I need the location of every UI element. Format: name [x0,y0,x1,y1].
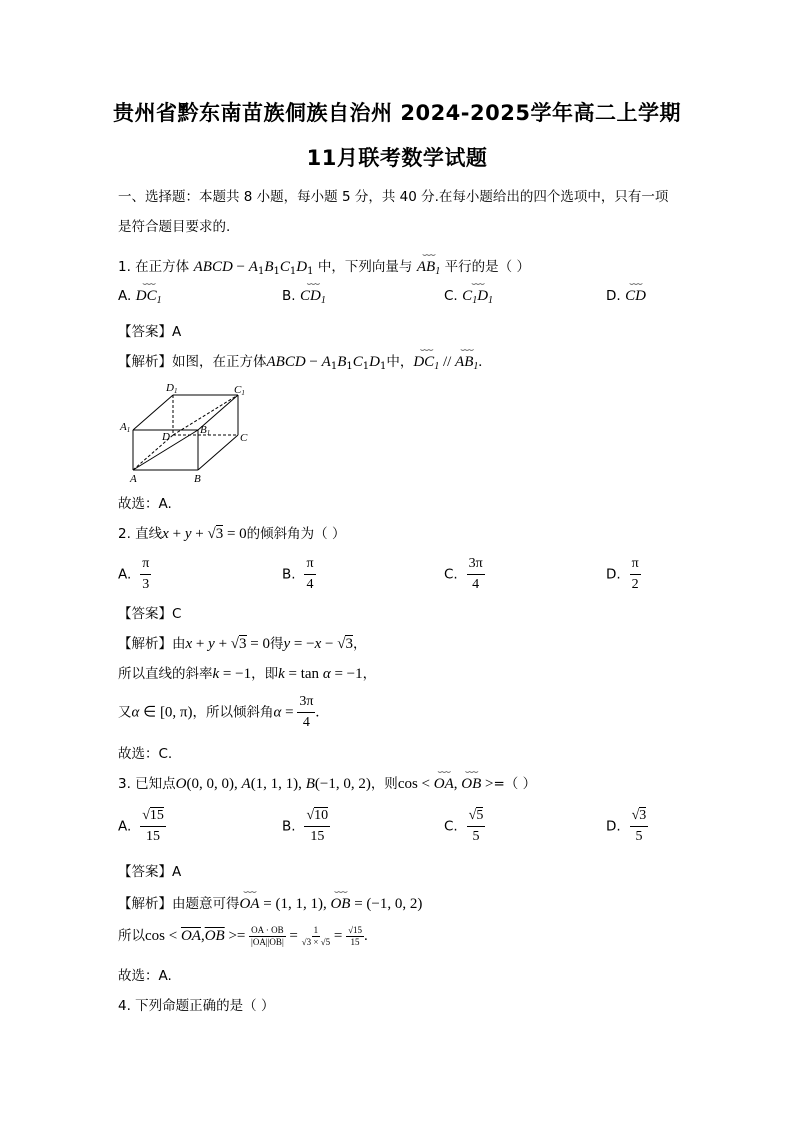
page-title-line2: 11月联考数学试题 [306,146,488,170]
q1-vector-ab1: ⌣⌣⌣ $AB_1$ [417,259,440,277]
q1-cube-name: ABCD [193,259,233,275]
q2-option-c: C. $\frac{3\pi}{4}$ [444,556,483,592]
q2-analysis-3: 又α ∈ [0, π)，所以倾斜角α = $\frac{3\pi}{4}$ . [118,694,320,730]
q1-option-c: C. ⌣⌣⌣ $C_1D_1$ [444,288,493,306]
svg-text:B: B [194,473,201,484]
svg-text:B1: B1 [200,424,211,437]
q2-analysis-1: 【解析】由x + y + √3 = 0得y = −x − √3， [118,636,367,652]
q2-answer: 【答案】C [118,606,182,622]
q2-option-b: B. $\frac{\pi}{4}$ [282,556,314,592]
cube-figure [116,378,256,484]
q3-analysis-1: 【解析】由题意可得⌣⌣⌣ OA = (1, 1, 1), ⌣⌣⌣ OB = (−1, 0, 2) [118,892,422,913]
question-2-stem: 2. 直线x + y + √3 = 0的倾斜角为（ ） [118,526,346,542]
q3-option-b: B. $\frac{√10}{15}$ [282,808,329,844]
q3-option-c: C. $\frac{√5}{5}$ [444,808,484,844]
q1-analysis: 【解析】如图，在正方体ABCD − $A_1B_1C_1D_1$中，⌣⌣⌣ $DC_1$ // ⌣⌣⌣ $AB_1$. [118,350,482,372]
question-4-stem: 4. 下列命题正确的是（ ） [118,998,275,1014]
svg-text:C1: C1 [234,384,245,397]
q3-option-a: A. $\frac{√15}{15}$ [118,808,164,844]
svg-text:A: A [130,473,137,484]
q2-analysis-2: 所以直线的斜率k = −1，即k = tan α = −1， [118,666,377,682]
q1-answer: 【答案】A [118,324,182,340]
q1-option-b: B. ⌣⌣⌣ $CD_1$ [282,288,326,306]
q1-option-d: D. ⌣⌣⌣ CD [606,288,646,305]
q3-analysis-2: 所以cos < OA,OB >= $\frac{OA \cdot OB}{|OA||OB|}$ = $\frac{1}{√3 \times √5}$ = $\frac{√15}{15}$ . [118,924,368,947]
question-3-stem: 3. 已知点O(0, 0, 0), A(1, 1, 1), B(−1, 0, 2)，则cos < ⌣⌣⌣ OA, ⌣⌣⌣ OB >=（ ） [118,772,536,793]
svg-text:D1: D1 [166,382,178,395]
q1-suffix: 平行的是（ ） [444,259,530,275]
q1-middle: 中，下列向量与 [317,259,413,275]
q3-option-d: D. $\frac{√3}{5}$ [606,808,647,844]
q2-conclusion: 故选：C. [118,746,173,762]
section-header: 一、选择题：本题共 8 小题，每小题 5 分，共 40 分.在每小题给出的四个选项中，只有一项 [118,189,669,205]
q1-conclusion: 故选：A. [118,496,172,512]
q2-option-d: D. $\frac{\pi}{2}$ [606,556,639,592]
q1-prefix: 1. 在正方体 [118,259,190,275]
q3-answer: 【答案】A [118,864,182,880]
svg-text:C: C [240,432,248,444]
q3-conclusion: 故选：A. [118,968,172,984]
section-header-cont: 是符合题目要求的. [118,219,231,235]
svg-text:A1: A1 [120,421,131,434]
page-title-line1: 贵州省黔东南苗族侗族自治州 2024-2025学年高二上学期 [113,101,681,125]
q1-option-a: A. ⌣⌣⌣ $DC_1$ [118,288,162,306]
q2-option-a: A. $\frac{\pi}{3}$ [118,556,150,592]
question-1-stem: 1. 在正方体 ABCD − $A_1B_1C_1D_1$ 中，下列向量与 ⌣⌣⌣ $AB_1$ 平行的是（ ） [118,255,530,277]
svg-text:D: D [162,431,170,443]
